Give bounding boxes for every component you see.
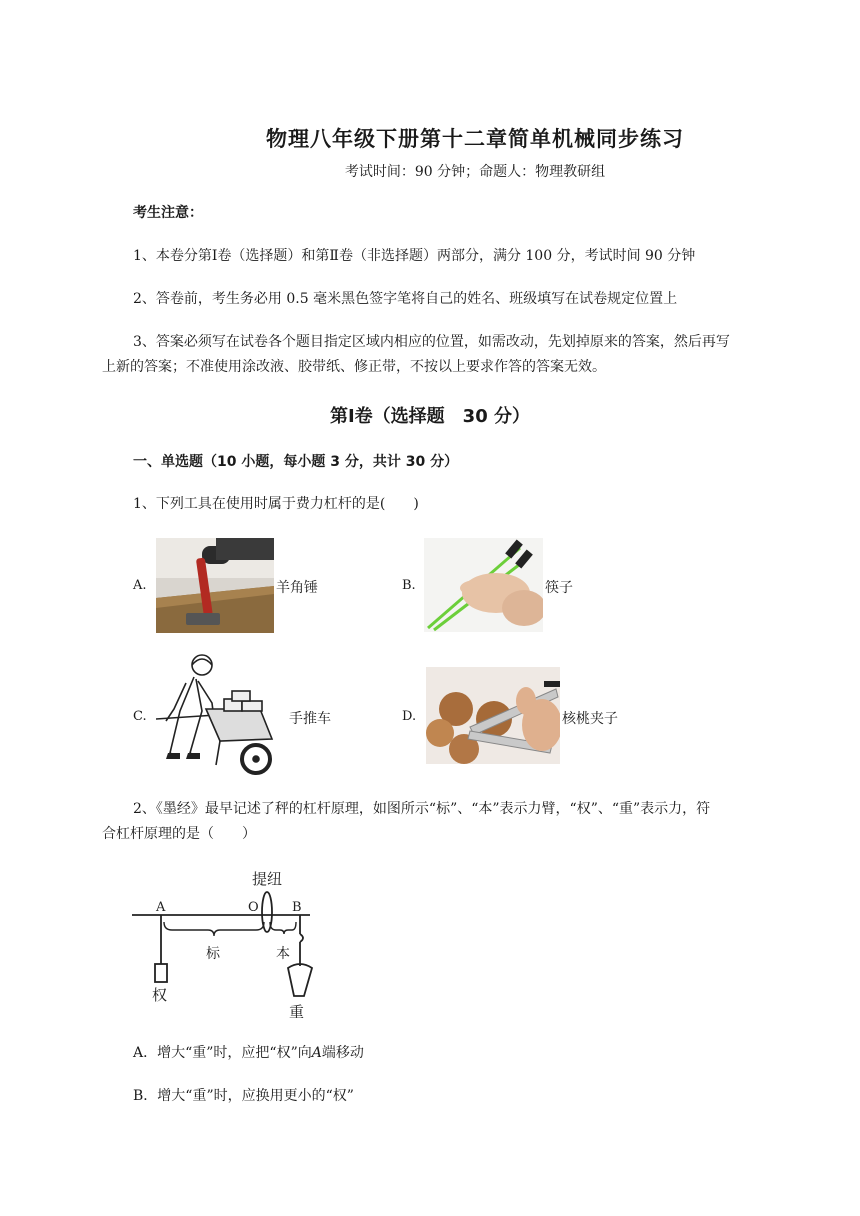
option-d-name: 核桃夹子 — [562, 711, 618, 727]
exam-info: 考试时间：90 分钟；命题人：物理教研组 — [344, 164, 606, 180]
label-o: O — [248, 900, 259, 915]
option-a-name: 羊角锤 — [276, 580, 318, 596]
option-d-label: D. — [402, 709, 417, 724]
label-biao: 标 — [206, 946, 220, 962]
label-quan: 权 — [152, 986, 168, 1004]
question-2-option-a — [133, 1041, 364, 1066]
notice-item-1: 1、本卷分第Ⅰ卷（选择题）和第Ⅱ卷（非选择题）两部分，满分 100 分，考试时间 90 分钟 — [133, 248, 696, 264]
question-2-stem-cont: 合杠杆原理的是（ ） — [102, 826, 256, 842]
option-c-name: 手推车 — [289, 711, 331, 727]
notice-item-3: 3、答案必须写在试卷各个题目指定区域内相应的位置，如需改动，先划掉原来的答案，然后再写 — [133, 334, 730, 350]
label-b: B — [292, 900, 302, 915]
label-zhong: 重 — [289, 1003, 305, 1021]
page-title: 物理八年级下册第十二章简单机械同步练习 — [266, 127, 684, 151]
label-tiniu: 提纽 — [252, 870, 283, 888]
hammer-photo — [156, 538, 274, 633]
chopsticks-photo — [424, 538, 543, 632]
option-b-name: 筷子 — [545, 580, 573, 596]
nutcracker-photo — [426, 667, 560, 764]
option-a-suffix: 端移动 — [321, 1045, 364, 1061]
option-c-label: C. — [133, 709, 147, 724]
part-heading: 一、单选题（10 小题，每小题 3 分，共计 30 分） — [133, 454, 459, 470]
option-a-prefix: A．增大“重”时，应把“权”向 — [133, 1045, 312, 1061]
notice-item-3-cont: 上新的答案；不准使用涂改液、胶带纸、修正带，不按以上要求作答的答案无效。 — [102, 359, 606, 375]
question-2-stem: 2、《墨经》最早记述了秤的杠杆原理，如图所示“标”、“本”表示力臂，“权”、“重”表示力，符 — [133, 801, 711, 817]
option-b-label: B. — [402, 578, 416, 593]
notice-item-2: 2、答卷前，考生务必用 0.5 毫米黑色签字笔将自己的姓名、班级填写在试卷规定位置上 — [133, 291, 678, 307]
section-title: 第Ⅰ卷（选择题 30 分） — [329, 406, 530, 427]
wheelbarrow-drawing — [156, 653, 288, 778]
question-1-stem: 1、下列工具在使用时属于费力杠杆的是( ) — [133, 496, 419, 512]
label-a: A — [156, 900, 166, 915]
option-a-italic: A — [311, 1045, 322, 1061]
question-2-option-b: B．增大“重”时，应换用更小的“权” — [133, 1088, 354, 1104]
option-a-label: A. — [133, 578, 147, 593]
label-ben: 本 — [276, 946, 290, 962]
steelyard-diagram — [128, 862, 318, 1022]
notice-heading: 考生注意： — [133, 205, 203, 221]
